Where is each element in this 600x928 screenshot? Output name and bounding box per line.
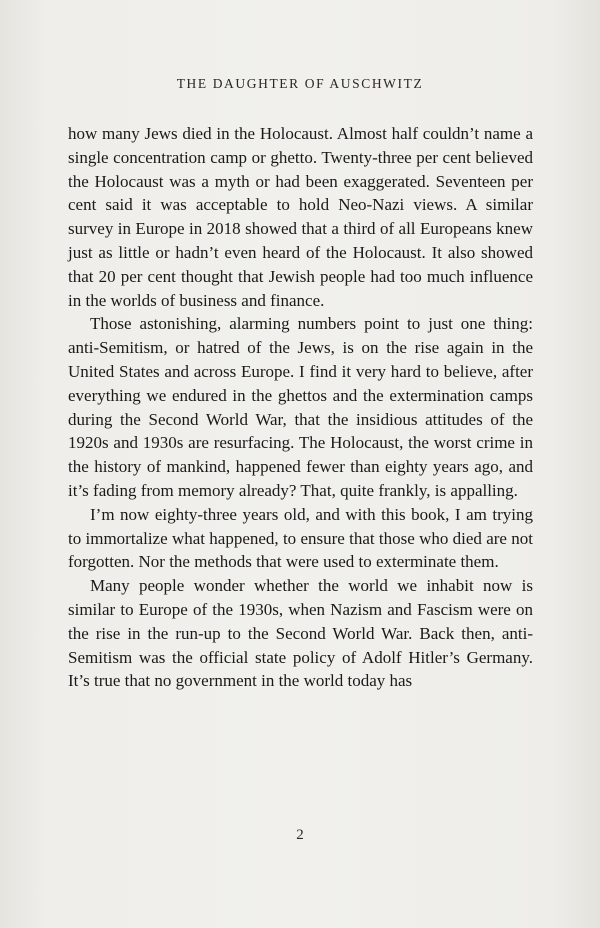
- running-head-title: THE DAUGHTER OF AUSCHWITZ: [176, 76, 424, 91]
- body-text: [68, 122, 533, 693]
- paragraph-3: I’m now eighty-three years old, and with this book, I am trying to immortalize what happened, to ensure that those who died are not forgotten. Nor the methods that were used to exterminate them.: [68, 504, 533, 572]
- paragraph-1: how many Jews died in the Holocaust. Almost half couldn’t name a single concentration camp or ghetto. Twenty-three per cent believed the Holocaust was a myth or had been exaggerated. Seventeen per cent said it was acceptable to hold Neo-Nazi views. A similar survey in Europe in 2018 showed that a third of all Europeans knew just as little or hadn’t even heard of the Holocaust. It also showed that 20 per cent thought that Jewish people had too much influence in the worlds of business and finance.: [68, 124, 533, 310]
- paragraph-4: Many people wonder whether the world we inhabit now is similar to Europe of the 1930s, when Nazism and Fascism were on the rise in the run-up to the Second World War. Back then, anti-Semitism was the official state policy of Adolf Hitler’s Germany. It’s true that no government in the world today has: [68, 576, 533, 691]
- paragraph-2: Those astonishing, alarming numbers point to just one thing: anti-Semitism, or hatred of the Jews, is on the rise again in the United States and across Europe. I find it very hard to believe, after everything we endured in the ghettos and the extermination camps during the Second World War, that the insidious attitudes of the 1920s and 1930s are resurfacing. The Holocaust, the worst crime in the history of mankind, happened fewer than eighty years ago, and it’s fading from memory already? That, quite frankly, is appalling.: [68, 314, 533, 500]
- page-number: 2: [296, 827, 304, 843]
